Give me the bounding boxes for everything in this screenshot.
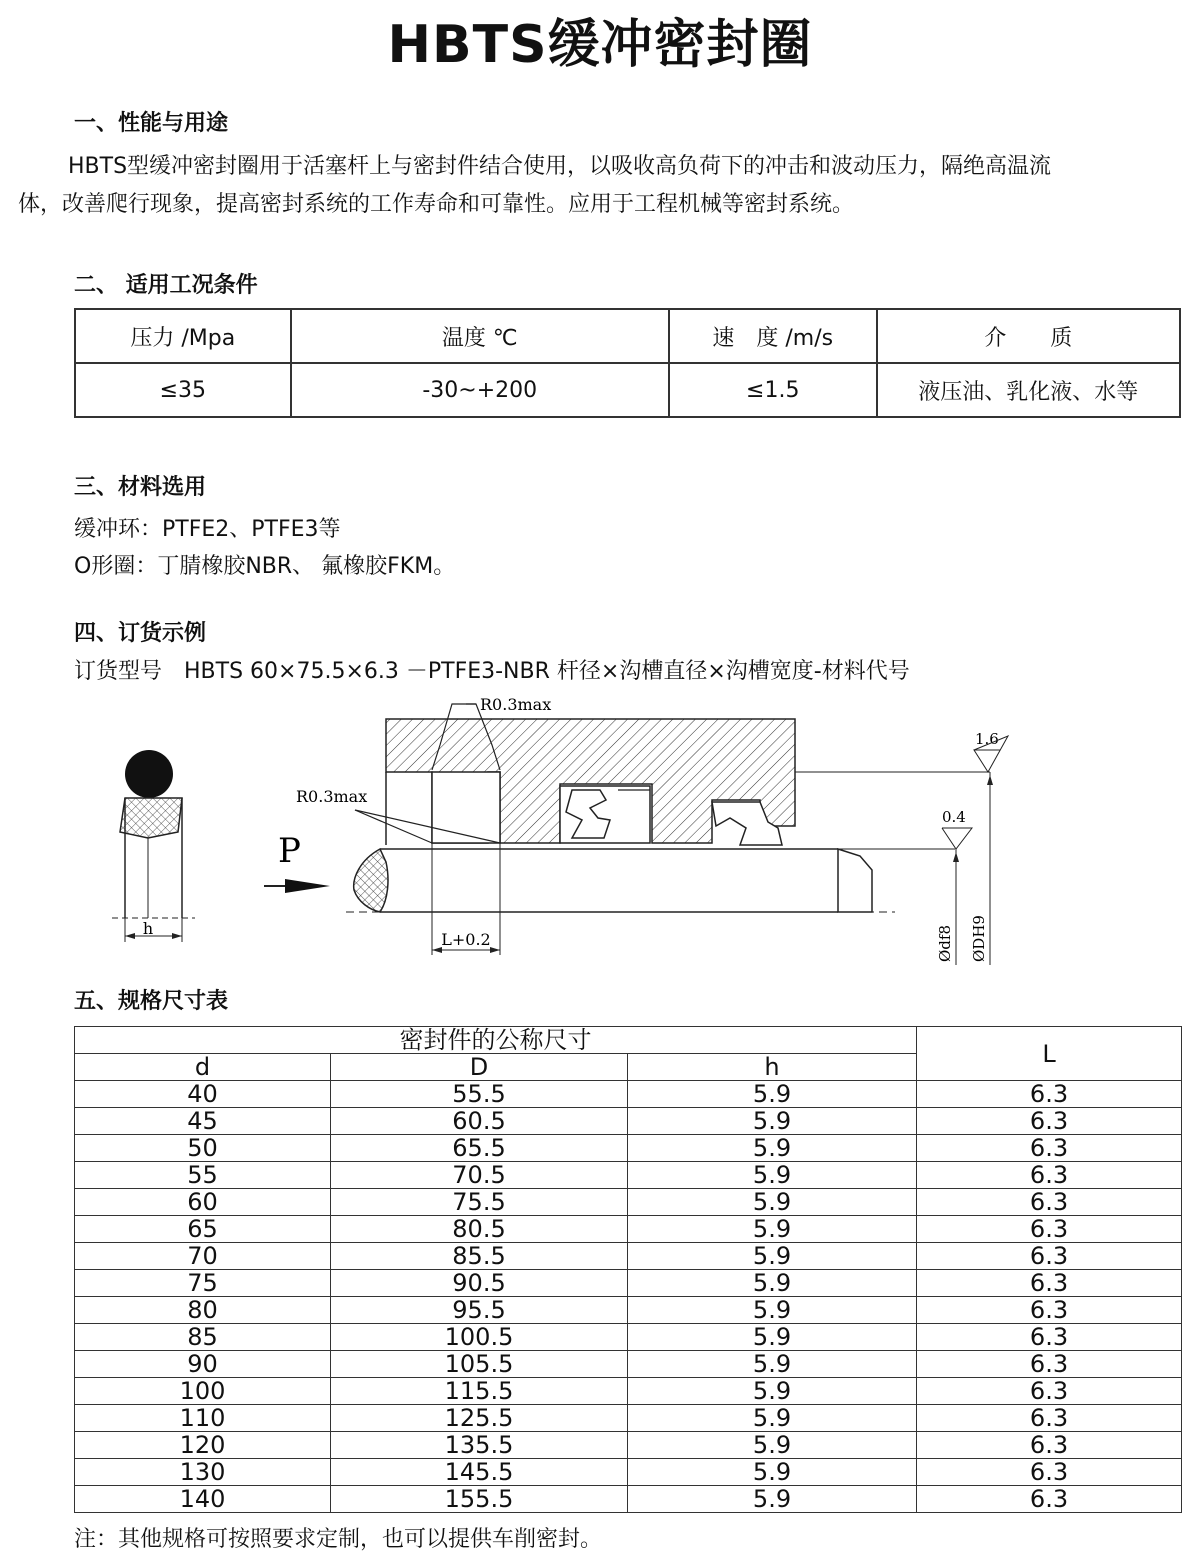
column-header-D: D [331, 1054, 628, 1081]
table-cell: 6.3 [917, 1162, 1182, 1189]
radius-label-top: R0.3max [480, 695, 552, 714]
table-cell: 60 [75, 1189, 331, 1216]
diameter-label-df8: Ødf8 [936, 925, 954, 962]
table-cell: 50 [75, 1135, 331, 1162]
table-cell: 85 [75, 1324, 331, 1351]
table-cell: 120 [75, 1432, 331, 1459]
table-cell: 6.3 [917, 1324, 1182, 1351]
conditions-table [74, 308, 1181, 418]
table-cell: 155.5 [331, 1486, 628, 1513]
table-cell: 5.9 [628, 1459, 917, 1486]
table-row [75, 1432, 1182, 1459]
section-heading-materials: 三、材料选用 [74, 475, 207, 500]
usage-line-1: HBTS型缓冲密封圈用于活塞杆上与密封件结合使用，以吸收高负荷下的冲击和波动压力，隔绝高温流 [68, 154, 1052, 179]
section-heading-order-example: 四、订货示例 [74, 621, 207, 646]
table-cell: 90.5 [331, 1270, 628, 1297]
table-cell: 135.5 [331, 1432, 628, 1459]
table-cell: 6.3 [917, 1432, 1182, 1459]
table-cell: 6.3 [917, 1216, 1182, 1243]
table-cell: 5.9 [628, 1378, 917, 1405]
table-cell: 145.5 [331, 1459, 628, 1486]
table-cell: 6.3 [917, 1189, 1182, 1216]
table-cell: 5.9 [628, 1432, 917, 1459]
conditions-header-cell: 压力 /Mpa [75, 309, 291, 363]
table-cell: 70 [75, 1243, 331, 1270]
table-cell: 6.3 [917, 1081, 1182, 1108]
table-row [75, 1324, 1182, 1351]
conditions-value-cell: ≤35 [75, 363, 291, 417]
table-row [75, 1351, 1182, 1378]
table-cell: 90 [75, 1351, 331, 1378]
table-cell: 75 [75, 1270, 331, 1297]
table-cell: 60.5 [331, 1108, 628, 1135]
table-note: 注：其他规格可按照要求定制，也可以提供车削密封。 [74, 1527, 603, 1552]
table-cell: 5.9 [628, 1135, 917, 1162]
column-header-d: d [75, 1054, 331, 1081]
buffer-groove [432, 772, 500, 843]
pressure-arrow [264, 831, 330, 893]
table-cell: 80.5 [331, 1216, 628, 1243]
table-cell: 75.5 [331, 1189, 628, 1216]
table-cell: 5.9 [628, 1270, 917, 1297]
table-cell: 6.3 [917, 1135, 1182, 1162]
surface-roughness-annotations [795, 730, 1008, 965]
table-cell: 6.3 [917, 1459, 1182, 1486]
table-cell: 5.9 [628, 1297, 917, 1324]
installation-drawing [0, 688, 1200, 968]
width-label-h: h [142, 919, 154, 938]
piston-rod [346, 849, 895, 912]
table-cell: 140 [75, 1486, 331, 1513]
section-heading-size-table: 五、规格尺寸表 [74, 989, 229, 1014]
table-row [75, 1297, 1182, 1324]
table-cell: 5.9 [628, 1405, 917, 1432]
table-row [75, 1216, 1182, 1243]
table-cell: 6.3 [917, 1297, 1182, 1324]
roughness-label-1: 1.6 [975, 730, 999, 748]
column-header-L: L [917, 1027, 1182, 1081]
seal-cross-section [112, 750, 195, 942]
table-cell: 125.5 [331, 1405, 628, 1432]
material-line-buffer-ring: 缓冲环：PTFE2、PTFE3等 [74, 517, 341, 542]
table-cell: 6.3 [917, 1378, 1182, 1405]
table-cell: 40 [75, 1081, 331, 1108]
table-cell: 5.9 [628, 1243, 917, 1270]
table-cell: 55.5 [331, 1081, 628, 1108]
table-cell: 110 [75, 1405, 331, 1432]
conditions-header-row [75, 309, 1180, 363]
table-cell: 5.9 [628, 1108, 917, 1135]
o-ring-section [125, 750, 173, 798]
table-row [75, 1270, 1182, 1297]
table-cell: 6.3 [917, 1405, 1182, 1432]
table-cell: 70.5 [331, 1162, 628, 1189]
table-cell: 130 [75, 1459, 331, 1486]
table-cell: 6.3 [917, 1243, 1182, 1270]
size-table-group-row [75, 1027, 1182, 1054]
groove-length-label: L+0.2 [441, 930, 491, 949]
conditions-header-cell: 介 质 [877, 309, 1180, 363]
diameter-label-dh9: ØDH9 [970, 915, 988, 962]
conditions-value-cell: 液压油、乳化液、水等 [877, 363, 1180, 417]
housing [386, 719, 795, 845]
page-title: HBTS缓冲密封圈 [387, 15, 813, 75]
conditions-header-cell: 温度 ℃ [291, 309, 669, 363]
table-row [75, 1405, 1182, 1432]
table-cell: 45 [75, 1108, 331, 1135]
buffer-ring-section [120, 798, 182, 838]
table-cell: 5.9 [628, 1486, 917, 1513]
material-line-o-ring: O形圈：丁腈橡胶NBR、 氟橡胶FKM。 [74, 554, 456, 579]
table-cell: 5.9 [628, 1162, 917, 1189]
table-row [75, 1108, 1182, 1135]
table-row [75, 1189, 1182, 1216]
section-heading-conditions: 二、 适用工况条件 [74, 273, 258, 298]
size-table-body [75, 1081, 1182, 1513]
table-cell: 105.5 [331, 1351, 628, 1378]
table-cell: 5.9 [628, 1324, 917, 1351]
table-cell: 80 [75, 1297, 331, 1324]
table-cell: 65 [75, 1216, 331, 1243]
table-row [75, 1162, 1182, 1189]
section-heading-usage: 一、性能与用途 [74, 111, 229, 136]
table-row [75, 1081, 1182, 1108]
rod-break-section [354, 849, 388, 912]
conditions-header-cell: 速 度 /m/s [669, 309, 877, 363]
order-example-line: 订货型号 HBTS 60×75.5×6.3 －PTFE3-NBR 杆径×沟槽直径×沟槽宽度-材料代号 [74, 659, 910, 684]
radius-label-left: R0.3max [296, 787, 368, 806]
table-row [75, 1243, 1182, 1270]
table-cell: 100 [75, 1378, 331, 1405]
column-header-h: h [628, 1054, 917, 1081]
conditions-value-cell: -30~+200 [291, 363, 669, 417]
table-cell: 85.5 [331, 1243, 628, 1270]
table-cell: 5.9 [628, 1216, 917, 1243]
table-row [75, 1135, 1182, 1162]
table-cell: 6.3 [917, 1486, 1182, 1513]
table-cell: 5.9 [628, 1351, 917, 1378]
table-cell: 55 [75, 1162, 331, 1189]
conditions-value-row [75, 363, 1180, 417]
table-cell: 100.5 [331, 1324, 628, 1351]
table-cell: 6.3 [917, 1351, 1182, 1378]
table-cell: 65.5 [331, 1135, 628, 1162]
size-table [74, 1026, 1182, 1513]
table-cell: 115.5 [331, 1378, 628, 1405]
table-row [75, 1486, 1182, 1513]
usage-line-2: 体，改善爬行现象，提高密封系统的工作寿命和可靠性。应用于工程机械等密封系统。 [18, 192, 855, 217]
table-cell: 5.9 [628, 1189, 917, 1216]
table-row [75, 1459, 1182, 1486]
usage-paragraph [18, 148, 1198, 224]
group-header-cell: 密封件的公称尺寸 [75, 1027, 917, 1054]
table-row [75, 1378, 1182, 1405]
groove-length-dimension [432, 843, 500, 955]
roughness-label-2: 0.4 [942, 808, 966, 826]
table-cell: 95.5 [331, 1297, 628, 1324]
conditions-value-cell: ≤1.5 [669, 363, 877, 417]
pressure-label-p: P [278, 831, 301, 871]
table-cell: 5.9 [628, 1081, 917, 1108]
table-cell: 6.3 [917, 1270, 1182, 1297]
table-cell: 6.3 [917, 1108, 1182, 1135]
